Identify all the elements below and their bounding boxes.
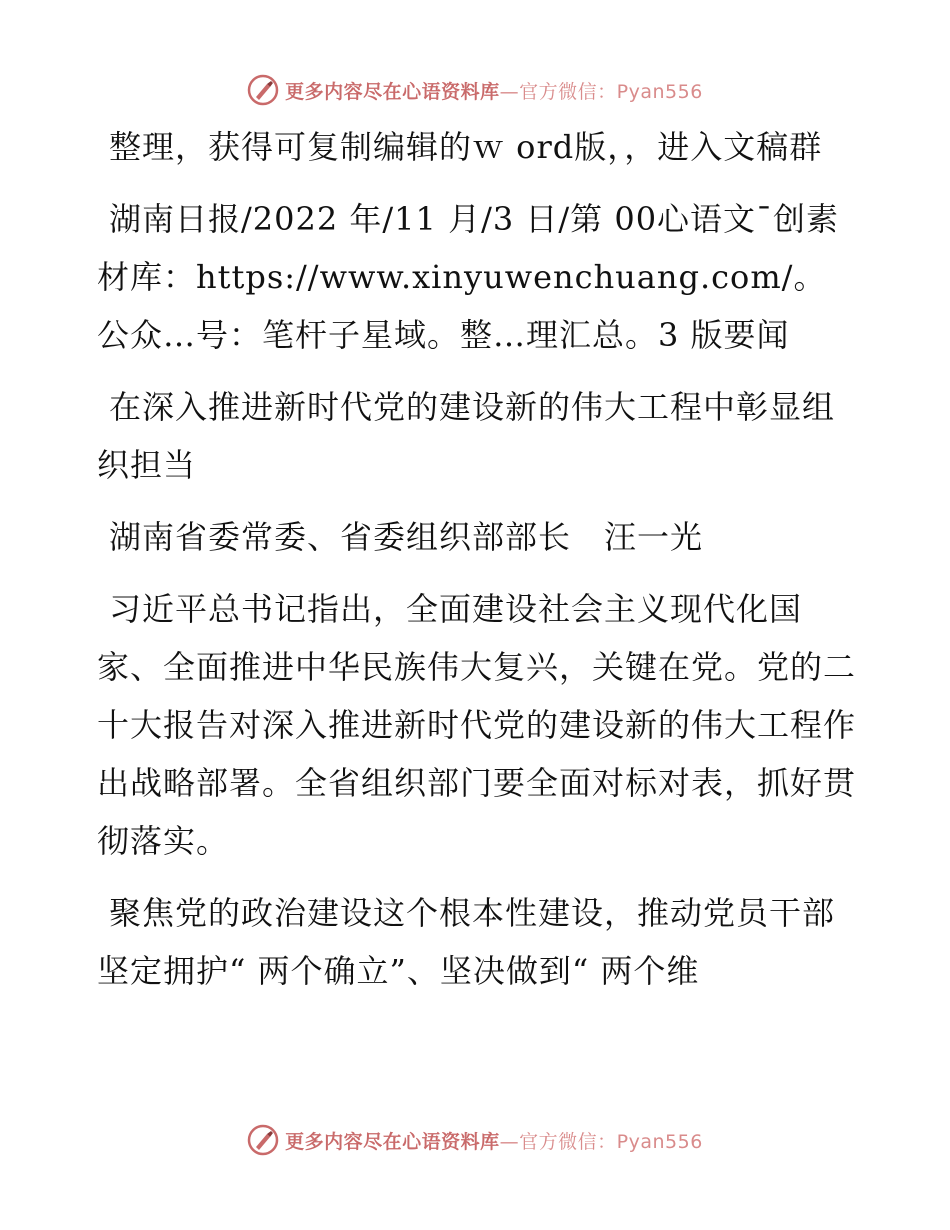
header-watermark [0,70,950,110]
watermark-brand: 更多内容尽在心语资料库 [285,1130,500,1153]
article-author: 湖南省委常委、省委组织部部长 汪一光 [109,518,704,556]
source-paragraph: 湖南日报/2022 年/11 月/3 日/第 00心语文¯创素材库：https://www.xinyuwenchuang.com/。公众…号：笔杆子星域。整…理汇总。3 版要闻 [97,200,840,354]
watermark-contact: —官方微信：Pyan556 [499,1130,703,1153]
watermark-brand: 更多内容尽在心语资料库 [285,80,500,103]
watermark-text [285,1127,703,1154]
document-body [97,118,857,1014]
article-title: 在深入推进新时代党的建设新的伟大工程中彰显组织担当 [97,388,836,484]
watermark-text [285,77,703,104]
body-paragraph: 聚焦党的政治建设这个根本性建设，推动党员干部坚定拥护“ 两个确立”、坚决做到“ 两个维 [97,894,836,990]
footer-watermark [0,1120,950,1160]
intro-paragraph: 整理，获得可复制编辑的ｗ ord版，，进入文稿群 [109,128,823,166]
pen-nib-logo-icon [247,1124,279,1156]
pen-nib-logo-icon [247,74,279,106]
watermark-contact: —官方微信：Pyan556 [499,80,703,103]
body-paragraph: 习近平总书记指出，全面建设社会主义现代化国家、全面推进中华民族伟大复兴，关键在党。党的二十大报告对深入推进新时代党的建设新的伟大工程作出战略部署。全省组织部门要全面对标对表，抓好贯彻落实。 [97,590,857,860]
